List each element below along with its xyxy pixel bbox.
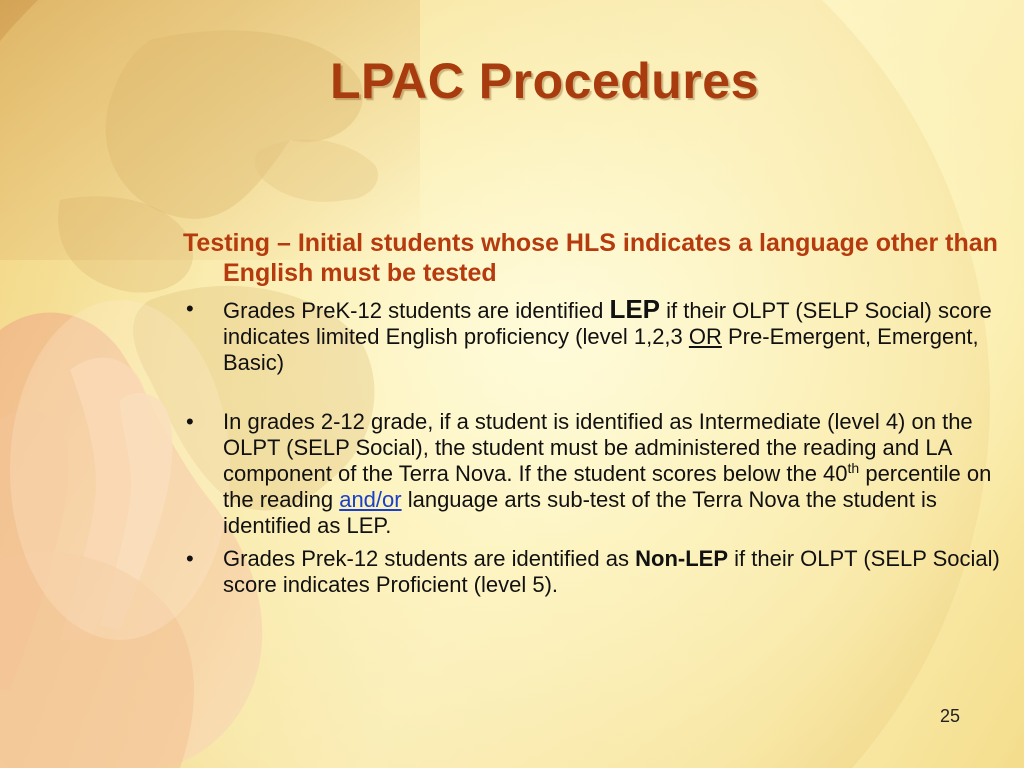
bullet-text: percentile on the reading	[223, 461, 992, 512]
non-lep-emphasis: Non-LEP	[635, 546, 729, 571]
intro-heading: Testing – Initial students whose HLS indicates a language other than English must be tested	[183, 229, 998, 287]
bullet-text: In grades 2-12 grade, if a student is identified as Intermediate (level 4) on the OLPT (SELP Social), the student must be administered the reading and LA component of the Terra Nova. If the student scores below the 40	[223, 409, 973, 486]
bullet-text: Grades Prek-12 students are identified as	[223, 546, 636, 571]
and-or-link[interactable]: and/or	[339, 487, 402, 512]
bullet-item-2	[183, 409, 1013, 539]
lep-emphasis: LEP	[609, 294, 661, 324]
bullet-list	[183, 296, 1013, 598]
bullet-item-1	[183, 296, 1013, 376]
bullet-text: language arts sub-test of the Terra Nova the student is identified as LEP.	[223, 487, 937, 538]
bullet-marker: •	[186, 296, 194, 321]
page-number: 25	[940, 706, 961, 726]
slide-body	[183, 228, 1013, 598]
bullet-text: if their OLPT (SELP Social) score indicates Proficient (level 5).	[223, 546, 1000, 597]
superscript-th: th	[847, 460, 860, 476]
or-underlined: OR	[688, 324, 722, 349]
slide-title: LPAC Procedures	[330, 53, 759, 109]
bullet-text: if their OLPT (SELP Social) score indicates limited English proficiency (level 1,2,3	[223, 298, 992, 349]
bullet-marker: •	[186, 546, 194, 571]
bullet-text: Grades PreK-12 students are identified	[223, 298, 610, 323]
bullet-item-3	[183, 546, 1013, 598]
bullet-text: Pre-Emergent, Emergent, Basic)	[223, 324, 979, 375]
bullet-marker: •	[186, 409, 194, 434]
